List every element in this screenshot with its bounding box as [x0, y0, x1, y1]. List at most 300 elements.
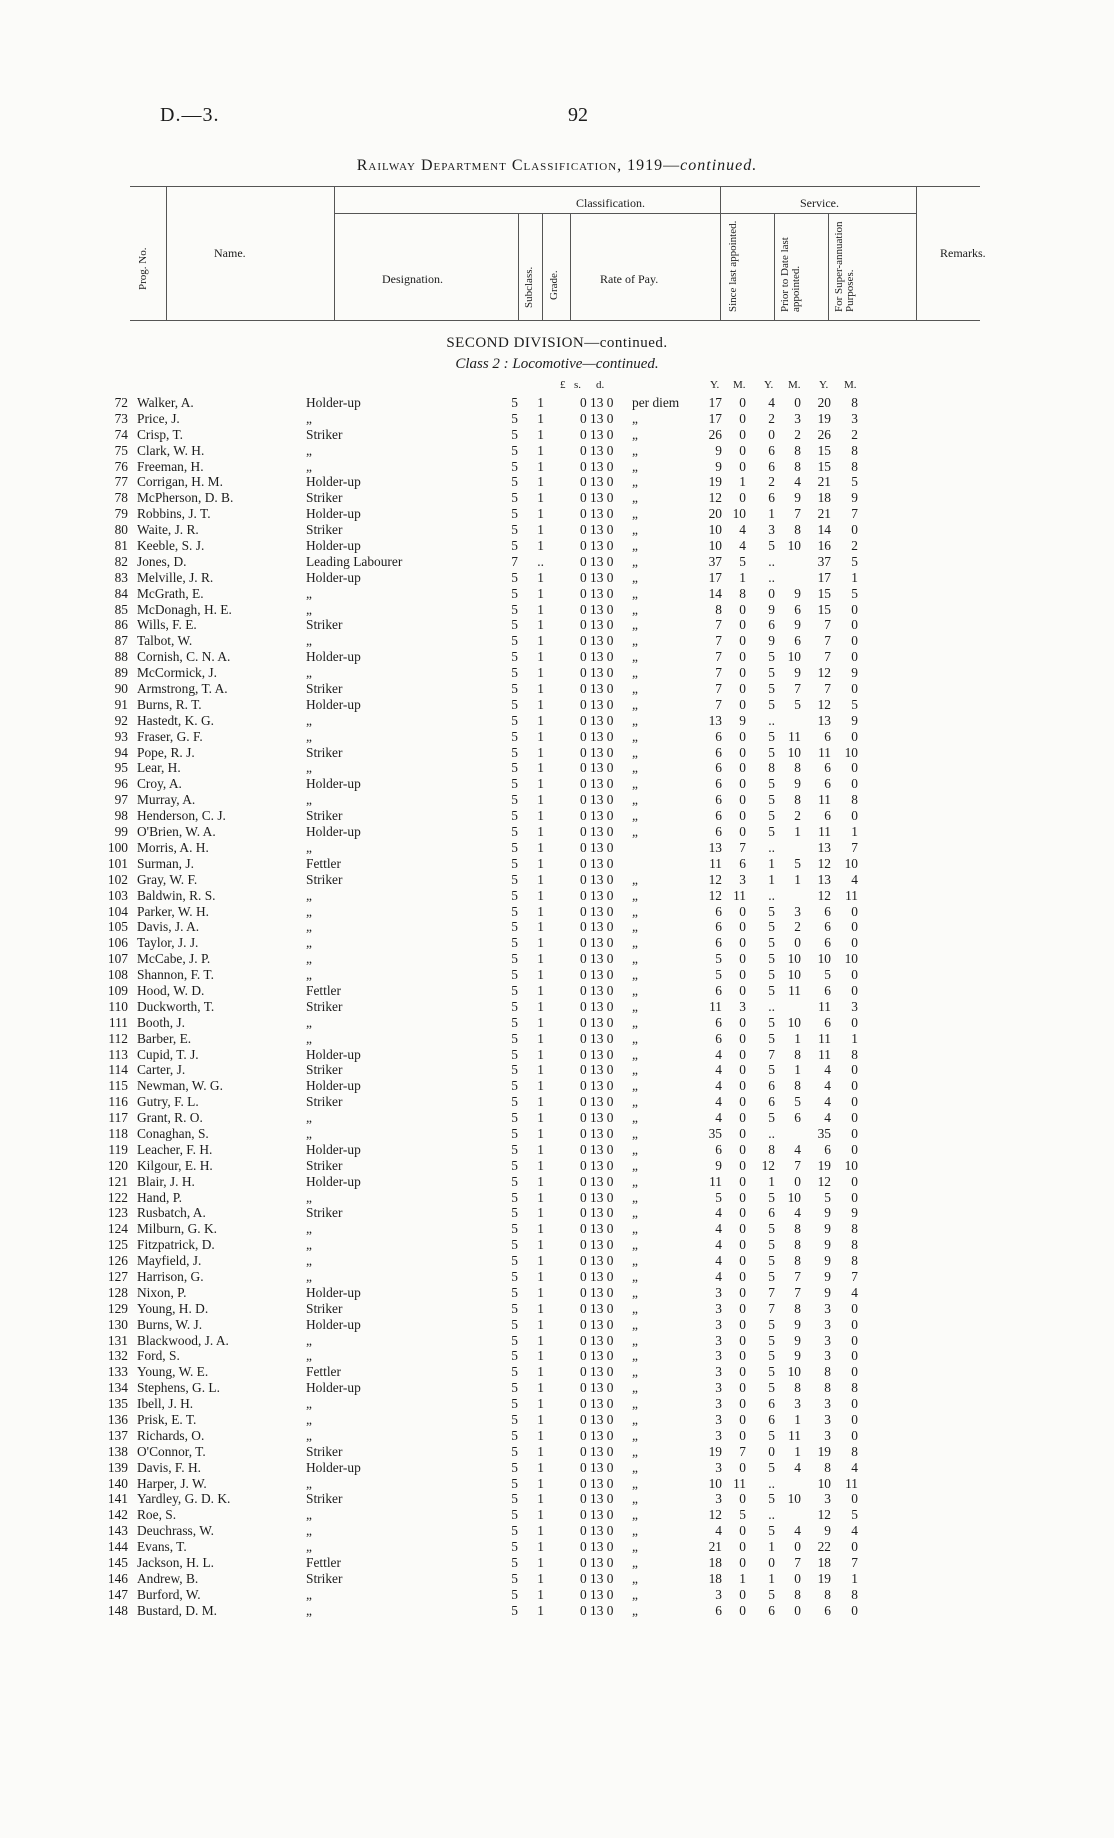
superannuation-months: 5: [851, 553, 858, 569]
prog-no: 85: [114, 601, 128, 617]
staff-name: Pope, R. J.: [137, 744, 195, 760]
pay-period: „: [632, 1078, 638, 1094]
staff-name: Mayfield, J.: [137, 1253, 202, 1269]
pay-period: „: [632, 569, 638, 585]
prior-years: ..: [768, 1475, 775, 1491]
unit-months: M.: [733, 379, 746, 391]
staff-name: Robbins, J. T.: [137, 506, 211, 522]
since-last-months: 0: [739, 1094, 746, 1110]
prior-months: 9: [794, 1348, 801, 1364]
subclass: 5: [511, 1539, 518, 1555]
grade: 1: [537, 839, 544, 855]
rate-of-pay: 0 13 0: [580, 951, 614, 967]
prior-years: 1: [768, 1570, 775, 1586]
pay-period: „: [632, 1237, 638, 1253]
staff-name: Ibell, J. H.: [137, 1396, 194, 1412]
since-last-months: 0: [739, 1284, 746, 1300]
subclass: 5: [511, 1380, 518, 1396]
superannuation-years: 18: [817, 490, 831, 506]
table-row: [0, 1396, 1114, 1412]
designation: „: [306, 665, 312, 681]
grade: 1: [537, 982, 544, 998]
superannuation-years: 5: [824, 967, 831, 983]
rate-of-pay: 0 13 0: [580, 1062, 614, 1078]
superannuation-years: 26: [817, 426, 831, 442]
since-last-months: 0: [739, 410, 746, 426]
superannuation-months: 0: [851, 808, 858, 824]
rate-of-pay: 0 13 0: [580, 1539, 614, 1555]
table-row: [0, 1190, 1114, 1206]
designation: „: [306, 1427, 312, 1443]
rate-of-pay: 0 13 0: [580, 1412, 614, 1427]
rate-of-pay: 0 13 0: [580, 585, 614, 601]
section-class: Class 2 : Locomotive—continued.: [455, 356, 659, 372]
table-row: [0, 1031, 1114, 1047]
pay-period: „: [632, 728, 638, 744]
subclass: 5: [511, 490, 518, 506]
pay-period: „: [632, 1205, 638, 1221]
prog-no: 146: [107, 1570, 128, 1586]
superannuation-years: 15: [817, 458, 831, 474]
prog-no: 105: [107, 919, 128, 935]
pay-period: „: [632, 649, 638, 665]
prior-years: 5: [768, 1364, 775, 1380]
since-last-months: 9: [739, 712, 746, 728]
since-last-months: 0: [739, 696, 746, 712]
since-last-years: 17: [708, 395, 722, 410]
since-last-years: 4: [715, 1221, 722, 1237]
prior-months: 0: [794, 395, 801, 410]
designation: „: [306, 839, 312, 855]
since-last-years: 12: [708, 871, 722, 887]
table-row: [0, 1364, 1114, 1380]
grade: 1: [537, 1046, 544, 1062]
pay-period: „: [632, 1539, 638, 1555]
subclass: 5: [511, 1348, 518, 1364]
grade: 1: [537, 776, 544, 792]
since-last-years: 3: [715, 1316, 722, 1332]
prior-months: 7: [794, 506, 801, 522]
designation: „: [306, 935, 312, 951]
prior-months: 9: [794, 1316, 801, 1332]
subclass: 5: [511, 601, 518, 617]
prior-years: 5: [768, 903, 775, 919]
prior-months: 10: [787, 1364, 801, 1380]
rate-of-pay: 0 13 0: [580, 1094, 614, 1110]
since-last-months: 0: [739, 458, 746, 474]
designation: „: [306, 1125, 312, 1141]
superannuation-years: 6: [824, 935, 831, 951]
since-last-years: 7: [715, 665, 722, 681]
table-row: [0, 983, 1114, 999]
staff-name: Waite, J. R.: [137, 522, 199, 538]
subclass: 5: [511, 903, 518, 919]
table-row: [0, 1174, 1114, 1190]
table-row: [0, 792, 1114, 808]
prior-years: ..: [768, 553, 775, 569]
superannuation-years: 21: [817, 506, 831, 522]
pay-period: „: [632, 1570, 638, 1586]
superannuation-months: 0: [851, 681, 858, 697]
since-last-months: 0: [739, 1110, 746, 1126]
table-row: [0, 1555, 1114, 1571]
prog-no: 88: [114, 649, 128, 665]
prior-years: 6: [768, 1205, 775, 1221]
superannuation-years: 15: [817, 442, 831, 458]
prior-years: 5: [768, 1221, 775, 1237]
superannuation-months: 1: [851, 1570, 858, 1586]
table-row: [0, 1126, 1114, 1142]
prog-no: 82: [114, 553, 128, 569]
subclass: 7: [511, 553, 518, 569]
superannuation-months: 4: [851, 1523, 858, 1539]
prior-years: 5: [768, 1253, 775, 1269]
staff-name: Gutry, F. L.: [137, 1094, 199, 1110]
prior-years: 5: [768, 776, 775, 792]
pay-period: „: [632, 681, 638, 697]
superannuation-years: 8: [824, 1380, 831, 1396]
superannuation-years: 9: [824, 1205, 831, 1221]
table-row: [0, 872, 1114, 888]
section-division: SECOND DIVISION—continued.: [446, 335, 668, 351]
rate-of-pay: 0 13 0: [580, 569, 614, 585]
superannuation-months: 0: [851, 1539, 858, 1555]
subclass: 5: [511, 1125, 518, 1141]
superannuation-years: 13: [817, 712, 831, 728]
since-last-months: 0: [739, 1427, 746, 1443]
subclass: 5: [511, 1570, 518, 1586]
superannuation-years: 5: [824, 1189, 831, 1205]
designation: „: [306, 1014, 312, 1030]
grade: 1: [537, 951, 544, 967]
pay-period: „: [632, 1602, 638, 1618]
page-number: 92: [568, 104, 588, 126]
pay-period: „: [632, 585, 638, 601]
subclass: 5: [511, 1412, 518, 1427]
unit-years: Y.: [819, 379, 829, 391]
since-last-months: 0: [739, 824, 746, 840]
since-last-months: 0: [739, 426, 746, 442]
prior-years: 5: [768, 1316, 775, 1332]
since-last-months: 11: [733, 887, 746, 903]
rate-of-pay: 0 13 0: [580, 1555, 614, 1571]
subclass: 5: [511, 1332, 518, 1348]
pay-period: „: [632, 1094, 638, 1110]
superannuation-years: 4: [824, 1094, 831, 1110]
prog-no: 132: [107, 1348, 128, 1364]
prior-months: 1: [794, 1062, 801, 1078]
staff-name: Newman, W. G.: [137, 1078, 223, 1094]
since-last-months: 0: [739, 1555, 746, 1571]
since-last-months: 0: [739, 776, 746, 792]
subclass: 5: [511, 1062, 518, 1078]
prior-years: 5: [768, 792, 775, 808]
designation: „: [306, 712, 312, 728]
superannuation-years: 9: [824, 1221, 831, 1237]
prog-no: 141: [107, 1491, 128, 1507]
prior-years: 6: [768, 1602, 775, 1618]
table-row: [0, 1571, 1114, 1587]
prior-years: 1: [768, 871, 775, 887]
prog-no: 148: [107, 1602, 128, 1618]
pay-period: „: [632, 1268, 638, 1284]
prior-months: 8: [794, 760, 801, 776]
staff-name: Henderson, C. J.: [137, 808, 226, 824]
prog-no: 130: [107, 1316, 128, 1332]
since-last-years: 3: [715, 1459, 722, 1475]
table-row: [0, 745, 1114, 761]
designation: „: [306, 903, 312, 919]
superannuation-months: 8: [851, 1586, 858, 1602]
superannuation-years: 14: [817, 522, 831, 538]
prior-years: 5: [768, 1110, 775, 1126]
prior-years: 0: [768, 426, 775, 442]
since-last-years: 12: [708, 490, 722, 506]
prior-years: 5: [768, 1380, 775, 1396]
subclass: 5: [511, 522, 518, 538]
pay-period: „: [632, 442, 638, 458]
superannuation-years: 6: [824, 808, 831, 824]
prior-months: 0: [794, 1570, 801, 1586]
grade: 1: [537, 1078, 544, 1094]
designation: Holder-up: [306, 1078, 361, 1094]
grade: 1: [537, 1157, 544, 1173]
grade: 1: [537, 855, 544, 871]
prior-years: 0: [768, 1555, 775, 1571]
prog-no: 80: [114, 522, 128, 538]
designation: Holder-up: [306, 1380, 361, 1396]
since-last-months: 0: [739, 1189, 746, 1205]
rate-of-pay: 0 13 0: [580, 1348, 614, 1364]
grade: 1: [537, 1380, 544, 1396]
designation: „: [306, 1110, 312, 1126]
since-last-months: 5: [739, 1507, 746, 1523]
superannuation-months: 5: [851, 585, 858, 601]
superannuation-months: 8: [851, 442, 858, 458]
superannuation-months: 0: [851, 522, 858, 538]
superannuation-years: 17: [817, 569, 831, 585]
since-last-months: 4: [739, 522, 746, 538]
subclass: 5: [511, 1427, 518, 1443]
prog-no: 127: [107, 1268, 128, 1284]
superannuation-months: 11: [845, 1475, 858, 1491]
since-last-years: 3: [715, 1332, 722, 1348]
designation: Fettler: [306, 982, 341, 998]
prog-no: 86: [114, 617, 128, 633]
prog-no: 73: [114, 410, 128, 426]
superannuation-months: 10: [844, 855, 858, 871]
grade: 1: [537, 1586, 544, 1602]
grade: 1: [537, 490, 544, 506]
superannuation-years: 11: [818, 744, 831, 760]
prior-months: 5: [794, 855, 801, 871]
prior-years: 2: [768, 474, 775, 490]
rate-of-pay: 0 13 0: [580, 1523, 614, 1539]
since-last-months: 0: [739, 442, 746, 458]
since-last-years: 17: [708, 569, 722, 585]
since-last-months: 8: [739, 585, 746, 601]
table-row: [0, 1539, 1114, 1555]
pay-period: „: [632, 601, 638, 617]
since-last-years: 11: [709, 998, 722, 1014]
since-last-years: 4: [715, 1205, 722, 1221]
staff-name: O'Connor, T.: [137, 1443, 206, 1459]
staff-name: Burns, R. T.: [137, 696, 202, 712]
pay-period: „: [632, 1062, 638, 1078]
prior-months: 0: [794, 935, 801, 951]
superannuation-months: 0: [851, 728, 858, 744]
col-divider: [916, 186, 917, 320]
since-last-months: 0: [739, 1539, 746, 1555]
grade: 1: [537, 1396, 544, 1412]
pay-period: „: [632, 776, 638, 792]
subclass: 5: [511, 982, 518, 998]
prior-years: 5: [768, 1586, 775, 1602]
pay-period: „: [632, 617, 638, 633]
table-row: [0, 681, 1114, 697]
prog-no: 90: [114, 681, 128, 697]
superannuation-years: 11: [818, 792, 831, 808]
pay-period: „: [632, 522, 638, 538]
prog-no: 131: [107, 1332, 128, 1348]
prog-no: 139: [107, 1459, 128, 1475]
prior-months: 9: [794, 776, 801, 792]
staff-name: Stephens, G. L.: [137, 1380, 220, 1396]
staff-name: Hastedt, K. G.: [137, 712, 214, 728]
table-row: [0, 1142, 1114, 1158]
designation: Holder-up: [306, 506, 361, 522]
staff-name: O'Brien, W. A.: [137, 824, 216, 840]
superannuation-months: 8: [851, 458, 858, 474]
prior-months: 8: [794, 458, 801, 474]
since-last-years: 26: [708, 426, 722, 442]
header-designation: Designation.: [382, 272, 443, 286]
superannuation-months: 8: [851, 1221, 858, 1237]
grade: 1: [537, 1253, 544, 1269]
staff-name: Fraser, G. F.: [137, 728, 203, 744]
rate-of-pay: 0 13 0: [580, 1396, 614, 1412]
subclass: 5: [511, 585, 518, 601]
pay-period: „: [632, 1380, 638, 1396]
since-last-months: 0: [739, 1364, 746, 1380]
subclass: 5: [511, 1110, 518, 1126]
col-divider: [774, 213, 775, 320]
col-divider: [542, 213, 543, 320]
superannuation-years: 6: [824, 776, 831, 792]
prog-no: 98: [114, 808, 128, 824]
prog-no: 116: [108, 1094, 128, 1110]
staff-name: Croy, A.: [137, 776, 182, 792]
pay-period: „: [632, 474, 638, 490]
pay-period: „: [632, 1491, 638, 1507]
prior-months: 0: [794, 1173, 801, 1189]
header-subclass: Subclass.: [523, 266, 535, 308]
superannuation-months: 7: [851, 1268, 858, 1284]
since-last-months: 0: [739, 951, 746, 967]
rate-of-pay: 0 13 0: [580, 1284, 614, 1300]
unit-months: M.: [844, 379, 857, 391]
prior-years: 5: [768, 538, 775, 554]
prior-years: 6: [768, 442, 775, 458]
grade: 1: [537, 1284, 544, 1300]
superannuation-months: 0: [851, 760, 858, 776]
designation: Fettler: [306, 1364, 341, 1380]
prior-years: 0: [768, 1443, 775, 1459]
pay-period: „: [632, 410, 638, 426]
prior-years: 6: [768, 1078, 775, 1094]
pay-period: per diem: [632, 395, 680, 410]
pay-period: „: [632, 426, 638, 442]
prior-years: 5: [768, 824, 775, 840]
since-last-months: 0: [739, 681, 746, 697]
since-last-months: 4: [739, 538, 746, 554]
superannuation-months: 0: [851, 1110, 858, 1126]
prog-no: 107: [107, 951, 128, 967]
prior-months: 8: [794, 442, 801, 458]
table-row: [0, 1078, 1114, 1094]
staff-name: Burford, W.: [137, 1586, 201, 1602]
prior-months: 4: [794, 1205, 801, 1221]
rate-of-pay: 0 13 0: [580, 665, 614, 681]
superannuation-months: 0: [851, 1602, 858, 1618]
subclass: 5: [511, 410, 518, 426]
grade: 1: [537, 1173, 544, 1189]
prior-months: 3: [794, 1396, 801, 1412]
rate-of-pay: 0 13 0: [580, 538, 614, 554]
page-title-main: Railway Department Classification, 1919—: [356, 157, 681, 174]
designation: Holder-up: [306, 538, 361, 554]
since-last-years: 3: [715, 1348, 722, 1364]
prior-months: 6: [794, 633, 801, 649]
prog-no: 89: [114, 665, 128, 681]
staff-name: Wills, F. E.: [137, 617, 197, 633]
prior-years: ..: [768, 998, 775, 1014]
since-last-years: 6: [715, 792, 722, 808]
designation: Striker: [306, 871, 343, 887]
table-row: [0, 1476, 1114, 1492]
table-row: [0, 649, 1114, 665]
rate-of-pay: 0 13 0: [580, 1125, 614, 1141]
pay-period: „: [632, 696, 638, 712]
grade: 1: [537, 1523, 544, 1539]
grade: 1: [537, 1094, 544, 1110]
superannuation-months: 0: [851, 1396, 858, 1412]
superannuation-months: 8: [851, 1443, 858, 1459]
prior-months: 9: [794, 665, 801, 681]
since-last-years: 4: [715, 1253, 722, 1269]
unit-pence: d.: [596, 379, 605, 391]
designation: „: [306, 919, 312, 935]
table-row: [0, 824, 1114, 840]
staff-table-body: [0, 395, 1114, 1619]
superannuation-months: 9: [851, 490, 858, 506]
superannuation-months: 5: [851, 696, 858, 712]
superannuation-months: 2: [851, 426, 858, 442]
classification-rule: [334, 213, 741, 214]
superannuation-years: 9: [824, 1284, 831, 1300]
designation: „: [306, 1539, 312, 1555]
grade: 1: [537, 538, 544, 554]
prior-years: 5: [768, 1014, 775, 1030]
grade: 1: [537, 1316, 544, 1332]
pay-period: „: [632, 458, 638, 474]
pay-period: „: [632, 1189, 638, 1205]
prior-years: 5: [768, 1348, 775, 1364]
header-for-superannuation: For Super-annuation Purposes.: [833, 221, 856, 312]
staff-name: Blackwood, J. A.: [137, 1332, 229, 1348]
prior-months: 3: [794, 903, 801, 919]
prog-no: 94: [114, 744, 128, 760]
